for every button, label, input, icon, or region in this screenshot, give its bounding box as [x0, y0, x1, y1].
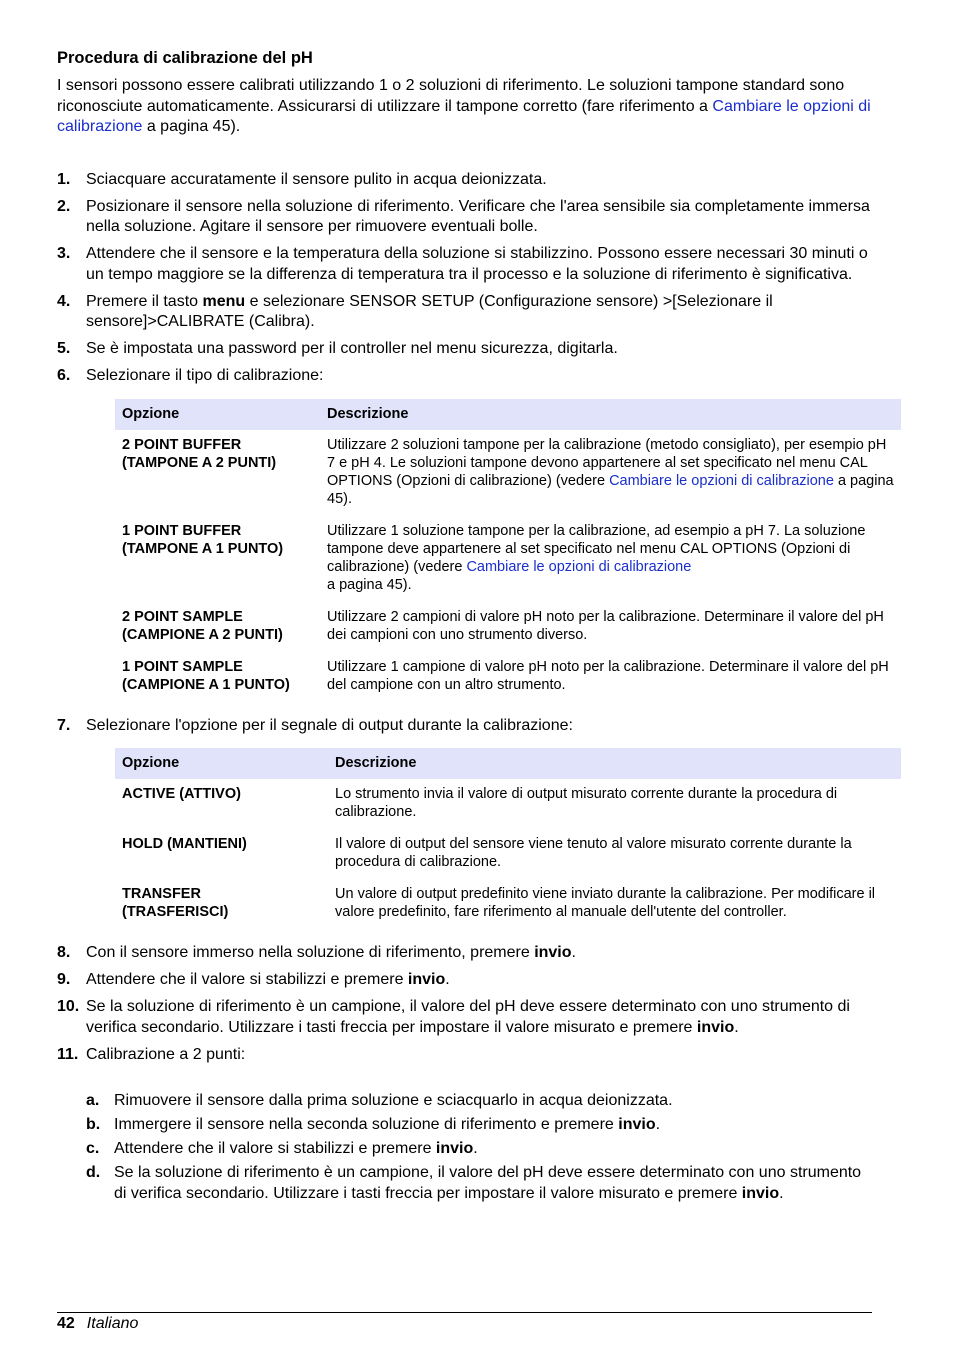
step-text: e selezionare SENSOR SETUP (Configurazione sensore) >[Selezionare il sensore]>CALIBRATE (Calibra). — [86, 292, 773, 330]
table-header-row — [115, 748, 901, 779]
substep-letter: d. — [86, 1164, 101, 1181]
substeps-list — [57, 1091, 872, 1204]
step-number: 4. — [57, 292, 71, 310]
enter-key: invio — [696, 1018, 735, 1036]
section-title: Procedura di calibrazione del pH — [57, 49, 313, 67]
step-4 — [57, 292, 872, 333]
enter-key: invio — [618, 1116, 656, 1133]
enter-key: invio — [435, 1140, 474, 1157]
intro-text-2: a pagina 45). — [142, 118, 241, 135]
table-row — [115, 879, 901, 929]
step-2 — [57, 197, 872, 238]
table-row — [115, 829, 901, 879]
calibration-options-link[interactable]: Cambiare le opzioni di calibrazione — [609, 472, 834, 489]
step-text: Selezionare l'opzione per il segnale di output durante la calibrazione: — [86, 716, 573, 734]
column-header-description: Descrizione — [320, 399, 901, 430]
intro-paragraph — [57, 76, 872, 138]
calibration-options-link[interactable]: Cambiare le opzioni di calibrazione — [466, 558, 692, 575]
option-cell: 1 POINT SAMPLE (CAMPIONE A 1 PUNTO) — [122, 658, 290, 693]
table-row — [115, 516, 901, 602]
document-page — [57, 48, 894, 1208]
step-text: Attendere che il sensore e la temperatura della soluzione si stabilizzino. Possono essere necessari 30 minuti o un tempo maggiore se la differenza di temperatura tra il processo e la soluzione di riferimento è significativa. — [86, 245, 868, 283]
step-text: Se è impostata una password per il controller nel menu sicurezza, digitarla. — [86, 340, 618, 357]
step-number: 8. — [57, 944, 71, 961]
option-cell: TRANSFER (TRASFERISCI) — [122, 886, 229, 920]
step-number: 1. — [57, 170, 71, 188]
substep-letter: a. — [86, 1092, 100, 1109]
output-signal-table — [115, 748, 901, 929]
description-cell: Il valore di output del sensore viene tenuto al valore misurato corrente durante la procedura di calibrazione. — [335, 836, 852, 870]
table-row — [115, 602, 901, 652]
enter-key: invio — [407, 971, 446, 988]
table-row — [115, 779, 901, 829]
step-number: 11. — [57, 1045, 79, 1063]
description-cell: Un valore di output predefinito viene inviato durante la calibrazione. Per modificare il valore predefinito, fare riferimento al manuale dell'utente del controller. — [335, 886, 876, 920]
menu-key: menu — [202, 292, 246, 310]
substep-c: c. Attendere che il valore si stabilizzi e premere invio. — [57, 1139, 872, 1160]
description-cell: Utilizzare 2 campioni di valore pH noto per la calibrazione. Determinare il valore del pH dei campioni con uno strumento diverso. — [327, 608, 884, 643]
footer-language: Italiano — [86, 1315, 139, 1332]
column-header-option: Opzione — [115, 399, 320, 430]
step-11 — [57, 1045, 872, 1066]
step-number: 9. — [57, 971, 71, 988]
step-9: 9. Attendere che il valore si stabilizzi e premere invio. — [57, 970, 872, 991]
substep-d: d. Se la soluzione di riferimento è un campione, il valore del pH deve essere determinato con uno strumento di verifica secondario. Utilizzare i tasti freccia per impostare il valore misurato e premere invio. — [86, 1164, 862, 1202]
intro-text-1: I sensori possono essere calibrati utilizzando 1 o 2 soluzioni di riferimento. Le soluzioni tampone standard sono riconosciute automaticamente. Assicurarsi di utilizzare il tampone corretto (fare riferimento a — [57, 77, 845, 115]
step-text: Calibrazione a 2 punti: — [86, 1045, 246, 1063]
step-text: Selezionare il tipo di calibrazione: — [86, 367, 324, 384]
calibration-options-link[interactable]: Cambiare le opzioni di calibrazione — [57, 97, 871, 135]
substep-b: b. Immergere il sensore nella seconda soluzione di riferimento e premere invio. — [57, 1115, 872, 1136]
table-header-row — [115, 399, 901, 430]
step-3 — [57, 244, 872, 285]
column-header-description: Descrizione — [328, 748, 901, 779]
enter-key: invio — [741, 1184, 780, 1202]
step-number: 7. — [57, 716, 71, 734]
page-number: 42 — [57, 1315, 75, 1332]
step-5 — [57, 339, 872, 360]
steps-list — [57, 170, 894, 1066]
step-text: Premere il tasto — [86, 292, 203, 310]
step-number: 10. — [57, 998, 80, 1015]
description-cell: Utilizzare 1 campione di valore pH noto per la calibrazione. Determinare il valore del pH del campione con un altro strumento. — [327, 658, 889, 693]
substep-letter: b. — [86, 1116, 101, 1133]
step-number: 5. — [57, 340, 71, 357]
option-cell: 2 POINT SAMPLE (CAMPIONE A 2 PUNTI) — [122, 608, 283, 643]
enter-key: invio — [534, 944, 572, 961]
step-6 — [57, 366, 894, 702]
substep-letter: c. — [86, 1140, 100, 1157]
option-cell: HOLD (MANTIENI) — [122, 836, 247, 852]
step-text: Sciacquare accuratamente il sensore pulito in acqua deionizzata. — [86, 170, 547, 188]
description-cell: Utilizzare 2 soluzioni tampone per la calibrazione (metodo consigliato), per esempio pH 7 e pH 4. Le soluzioni tampone devono appartenere al set specificato nel menu CAL OPTIONS (Opzioni di calibrazione) (vedere Cambiare le opzioni di calibrazione a pagina 45). — [327, 436, 894, 507]
step-text: Posizionare il sensore nella soluzione di riferimento. Verificare che l'area sensibile sia completamente immersa nella soluzione. Agitare il sensore per rimuovere eventuali bolle. — [86, 197, 870, 235]
table-row — [115, 652, 901, 702]
step-number: 6. — [57, 367, 71, 384]
step-8: 8. Con il sensore immerso nella soluzione di riferimento, premere invio. — [57, 943, 872, 964]
description-cell: Lo strumento invia il valore di output misurato corrente durante la procedura di calibrazione. — [335, 786, 838, 820]
description-cell: Utilizzare 1 soluzione tampone per la calibrazione, ad esempio a pH 7. La soluzione tampone deve appartenere al set specificato nel menu CAL OPTIONS (Opzioni di calibrazione) (vedere Cambiare le opzioni di calibrazione a pagina 45). — [327, 522, 866, 593]
option-cell: ACTIVE (ATTIVO) — [122, 786, 241, 802]
option-cell: 2 POINT BUFFER (TAMPONE A 2 PUNTI) — [122, 436, 277, 471]
step-number: 3. — [57, 245, 71, 262]
calibration-type-table — [115, 399, 901, 702]
step-7 — [57, 716, 876, 930]
page-footer — [57, 1312, 872, 1334]
step-number: 2. — [57, 197, 71, 215]
step-1 — [57, 170, 872, 191]
column-header-option: Opzione — [115, 748, 328, 779]
step-10: 10. Se la soluzione di riferimento è un campione, il valore del pH deve essere determinato con uno strumento di verifica secondario. Utilizzare i tasti freccia per impostare il valore misurato e premere invio. — [57, 998, 850, 1036]
table-row — [115, 430, 901, 516]
option-cell: 1 POINT BUFFER (TAMPONE A 1 PUNTO) — [122, 522, 284, 557]
substep-a: a. Rimuovere il sensore dalla prima soluzione e sciacquarlo in acqua deionizzata. — [57, 1091, 872, 1112]
